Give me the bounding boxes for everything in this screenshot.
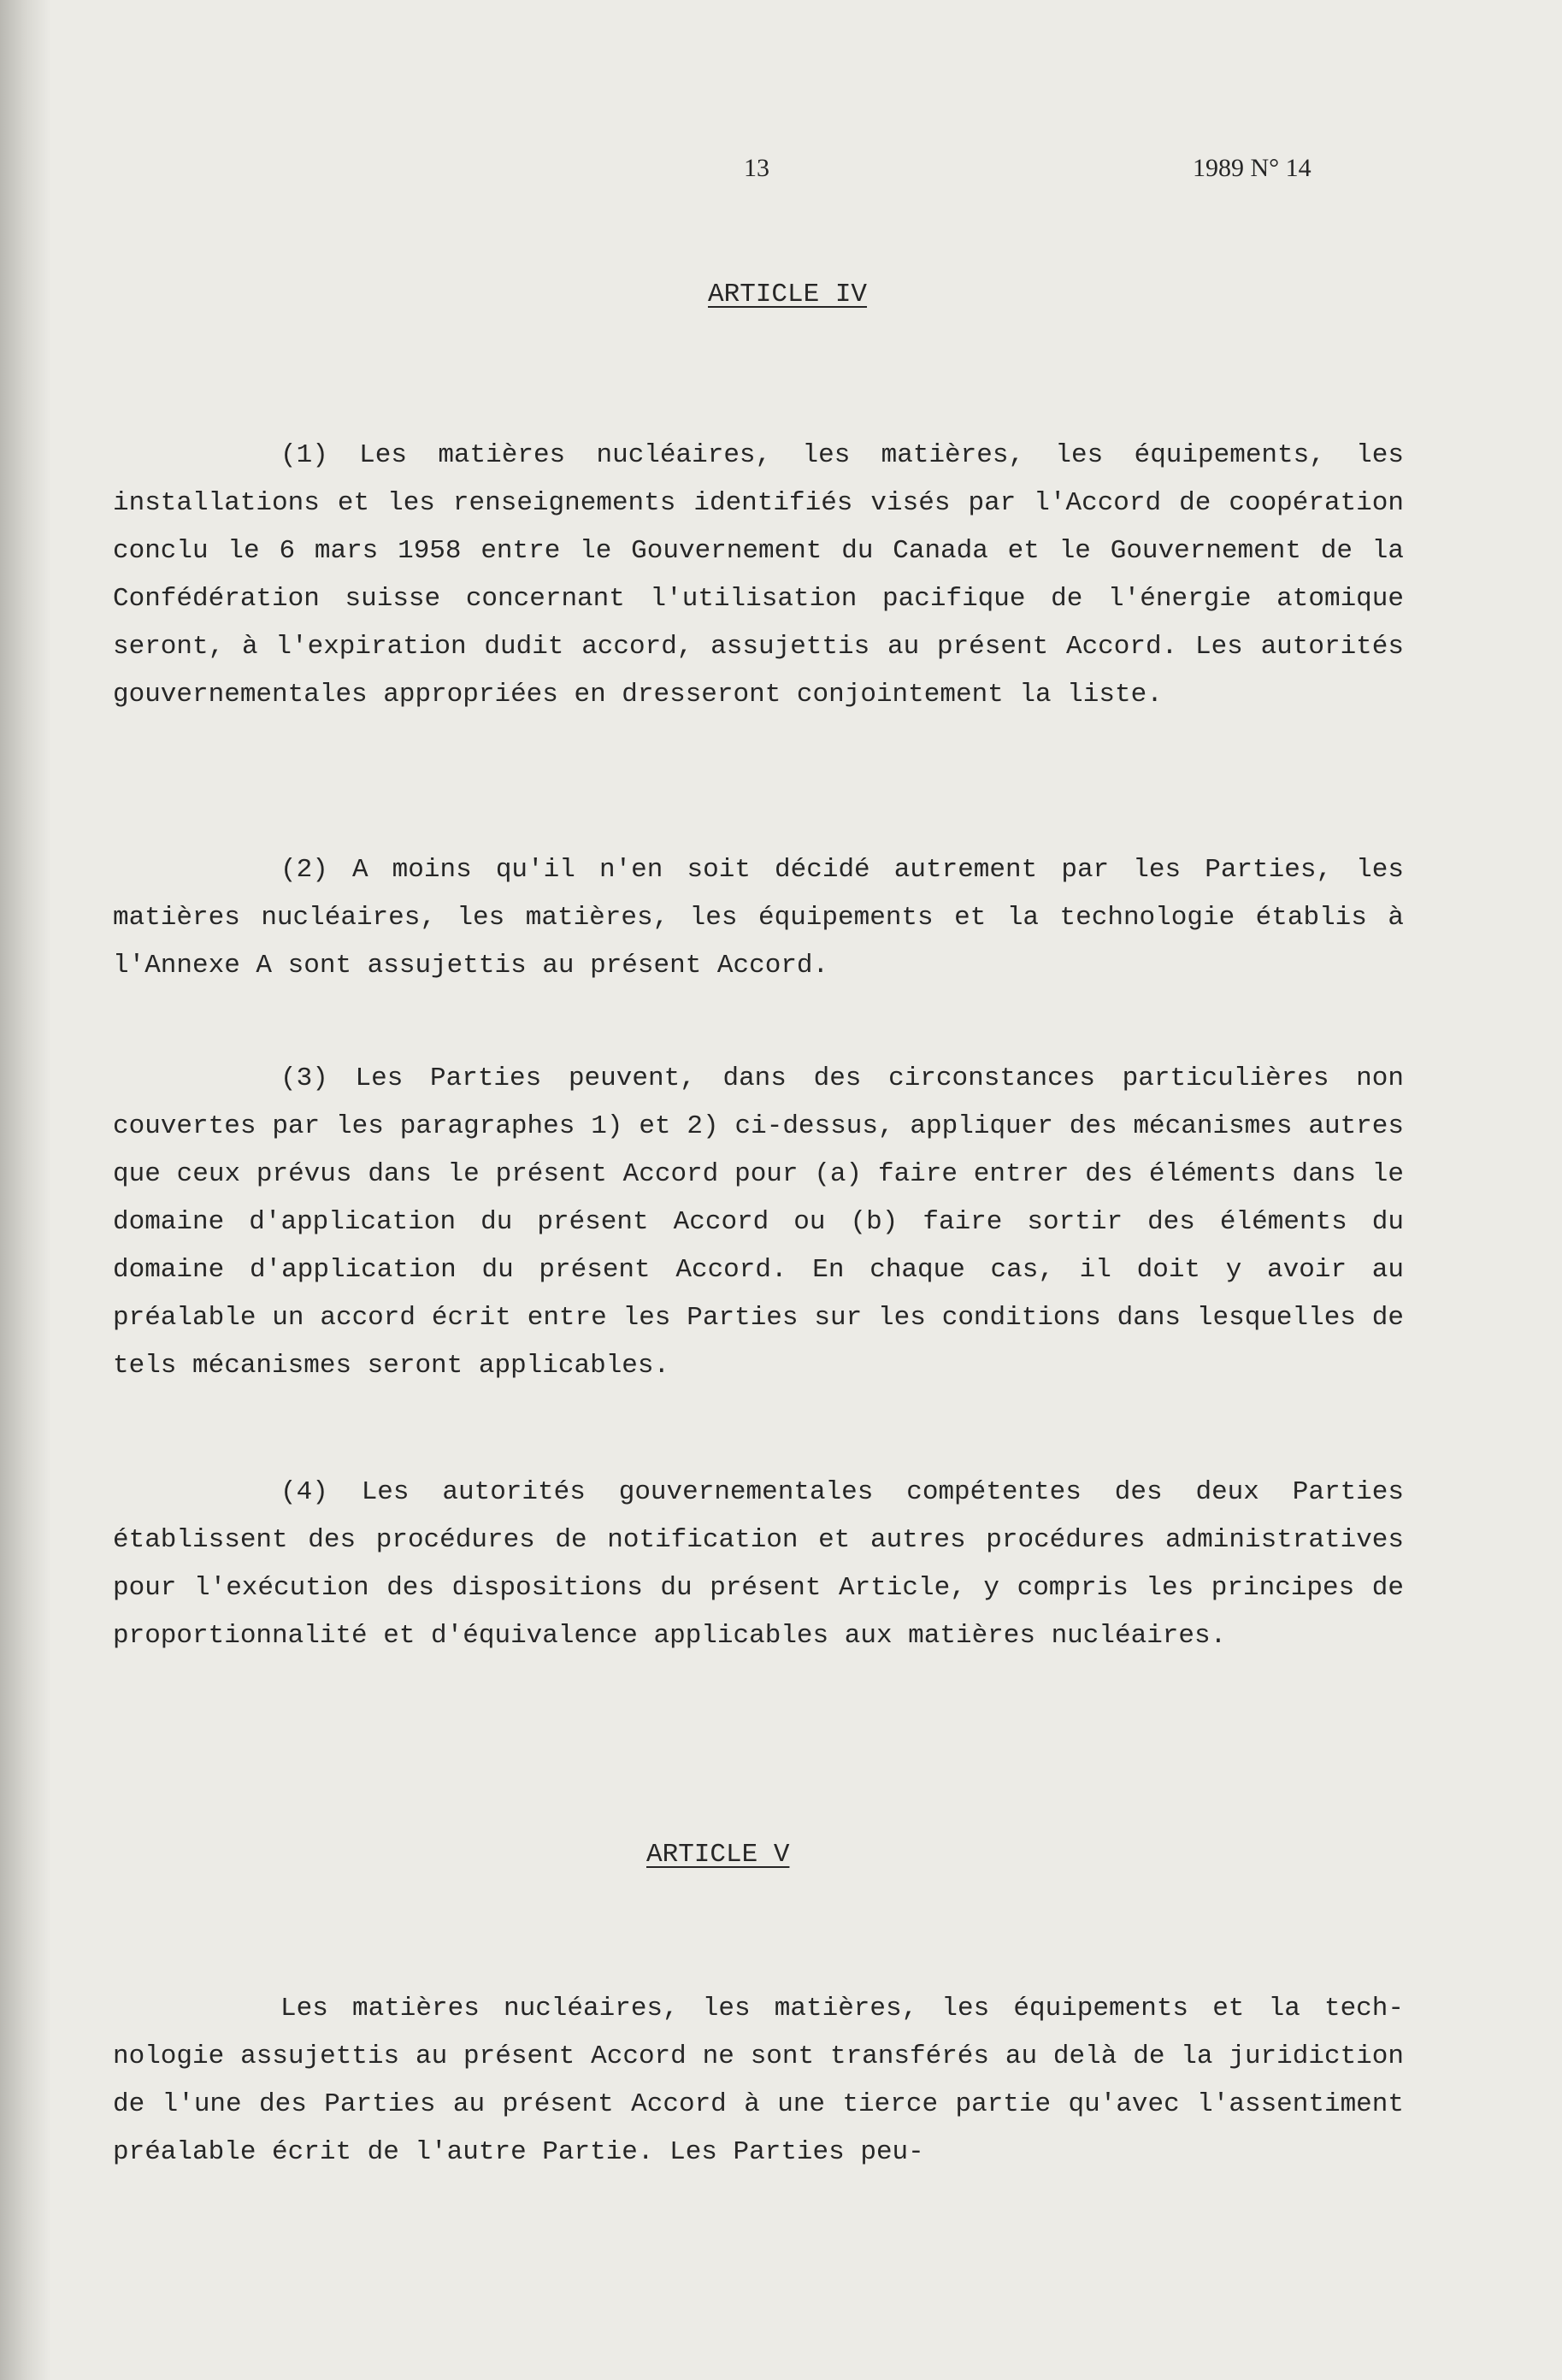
article-iv-paragraph-4: (4) Les autorités gouvernementales compétentes des deux Parties établissent des procédures de notification et autres procédures administratives pour l'exécution des dispositions du présent Article, y compris les principes de proportionnalité et d'équivalence applicables aux matières nucléaires. <box>113 1477 1404 1651</box>
article-iv-paragraph-3: (3) Les Parties peuvent, dans des circonstances particulières non couvertes par les paragraphes 1) et 2) ci-dessus, appliquer des mécanismes autres que ceux prévus dans le présent Accord pour (a) faire entrer des éléments dans le domaine d'application du présent Accord ou (b) faire sortir des éléments du domaine d'application du présent Accord. En chaque cas, il doit y avoir au préalable un accord écrit entre les Parties sur les conditions dans lesquelles de tels mécanismes seront applicables. <box>113 1063 1404 1381</box>
page-number: 13 <box>744 154 769 182</box>
article-iv-heading: ARTICLE IV <box>708 280 868 309</box>
article-v-paragraph-1: Les matières nucléaires, les matières, les équipements et la technologie assujettis au présent Accord ne sont transférés au delà de la juridiction de l'une des Parties au présent Accord à une tierce partie qu'avec l'assentiment préalable écrit de l'autre Partie. Les Parties peu- <box>113 1994 1404 2167</box>
page-binding-shadow <box>0 0 51 2380</box>
article-v-heading: ARTICLE V <box>646 1840 790 1870</box>
article-iv-paragraph-1: (1) Les matières nucléaires, les matières, les équipements, les installations et les renseignements identifiés visés par l'Accord de coopération conclu le 6 mars 1958 entre le Gouvernement du Canada et le Gouvernement de la Confédération suisse concernant l'utilisation pacifique de l'énergie atomique seront, à l'expiration dudit accord, assujettis au présent Accord. Les autorités gouvernementales appropriées en dresseront conjointement la liste. <box>113 440 1404 710</box>
document-reference: 1989 N° 14 <box>1193 154 1311 182</box>
article-iv-paragraph-2: (2) A moins qu'il n'en soit décidé autrement par les Parties, les matières nucléaires, les matières, les équipements et la technologie établis à l'Annexe A sont assujettis au présent Accord. <box>113 855 1404 981</box>
